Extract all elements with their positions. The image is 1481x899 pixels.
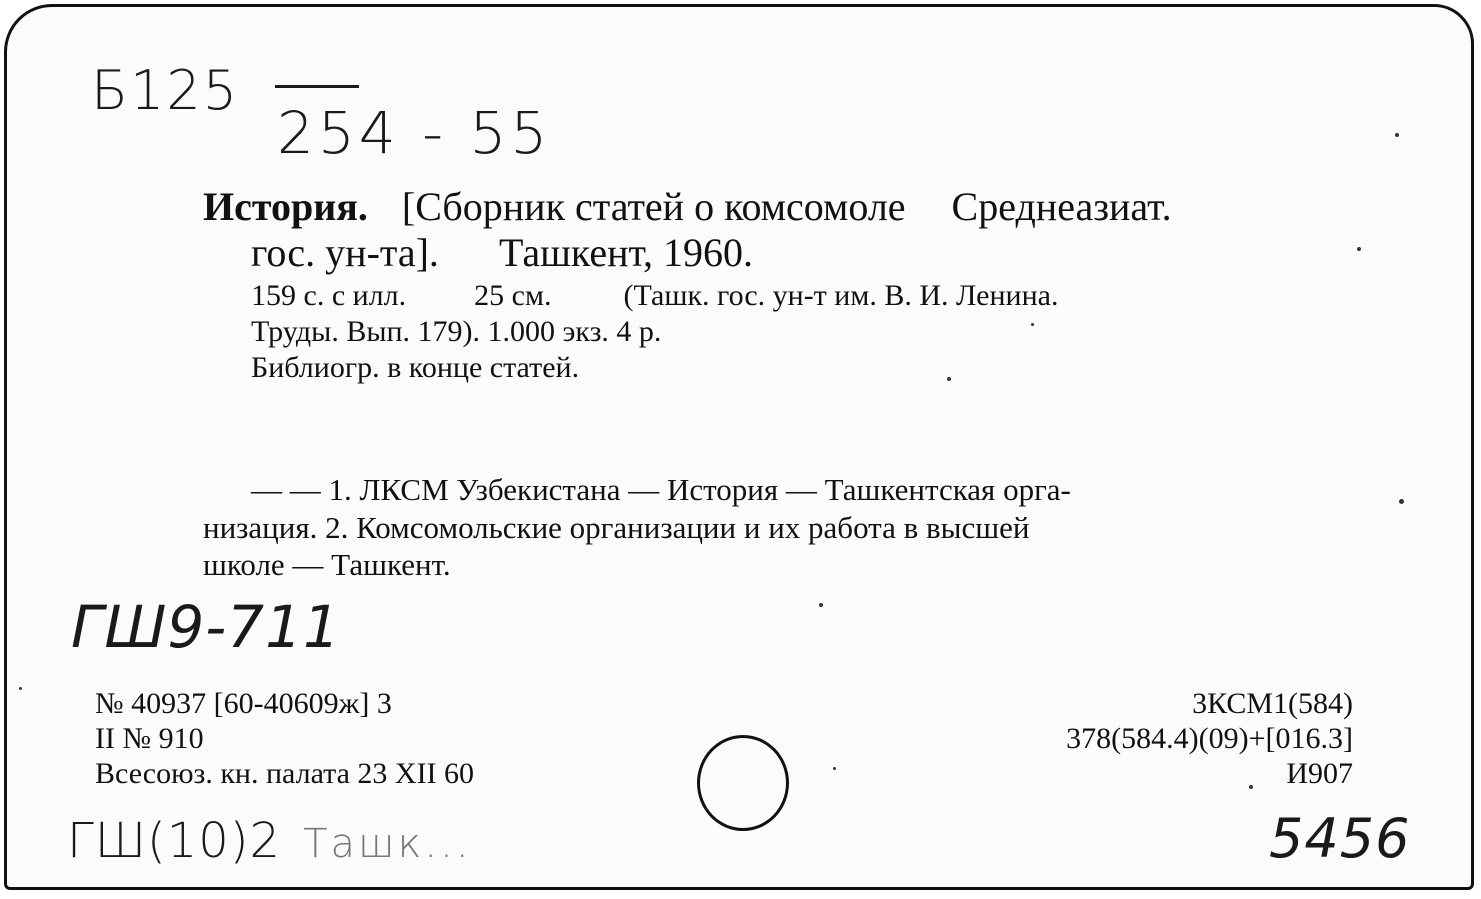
entry-title-institution: Среднеазиат.	[951, 184, 1172, 229]
speck	[19, 687, 22, 690]
speck	[1357, 247, 1361, 251]
shelfmark-bottom: 254 - 55	[277, 99, 552, 167]
series: (Ташк. гос. ун-т им. В. И. Ленина.	[623, 279, 1059, 312]
entry-place-year: Ташкент, 1960.	[498, 230, 753, 275]
speck	[1031, 323, 1034, 326]
speck	[1249, 785, 1253, 789]
call-number-bottom	[67, 813, 472, 869]
speck	[833, 767, 836, 770]
author-mark: И907	[1286, 757, 1353, 790]
speck	[1399, 499, 1404, 504]
speck	[819, 603, 823, 607]
subject-line-2: низация. 2. Комсомольские организации и их работа в высшей	[203, 510, 1030, 545]
description-line-2: Труды. Вып. 179). 1.000 экз. 4 р.	[251, 315, 662, 348]
call-number-handwritten: ГШ9-711	[71, 593, 341, 661]
shelfmark-top: Б125	[91, 59, 240, 122]
secondary-number: II № 910	[95, 722, 204, 755]
shelfmark-rule	[275, 85, 359, 88]
catalog-card	[4, 4, 1474, 890]
description-line-3: Библиогр. в конце статей.	[251, 351, 580, 384]
subject-line-3: школе — Ташкент.	[203, 547, 451, 582]
pages-illustrations: 159 с. с илл.	[251, 279, 407, 312]
entry-title-institution-cont: гос. ун-та].	[251, 230, 439, 275]
speck	[947, 377, 951, 381]
description-line-1	[251, 279, 1058, 313]
classification-1: 3КСМ1(584)	[1192, 687, 1353, 720]
size: 25 см.	[474, 279, 552, 312]
speck	[1395, 133, 1399, 137]
entry-title: [Сборник статей о комсомоле	[401, 184, 906, 229]
title-line-1	[203, 183, 1172, 230]
call-number-code: ГШ(10)2	[67, 813, 282, 869]
title-line-2	[251, 229, 753, 276]
classification-2: 378(584.4)(09)+[016.3]	[1066, 722, 1353, 755]
record-number: № 40937 [60-40609ж] 3	[95, 687, 392, 720]
chamber-date: Всесоюз. кн. палата 23 XII 60	[95, 757, 475, 790]
entry-heading: История.	[203, 184, 368, 229]
punch-hole	[697, 735, 789, 831]
subject-line-1: — — 1. ЛКСМ Узбекистана — История — Ташкентская орга-	[251, 472, 1071, 507]
call-number-faint: Ташк...	[303, 821, 472, 867]
accession-number: 5456	[1269, 807, 1411, 870]
